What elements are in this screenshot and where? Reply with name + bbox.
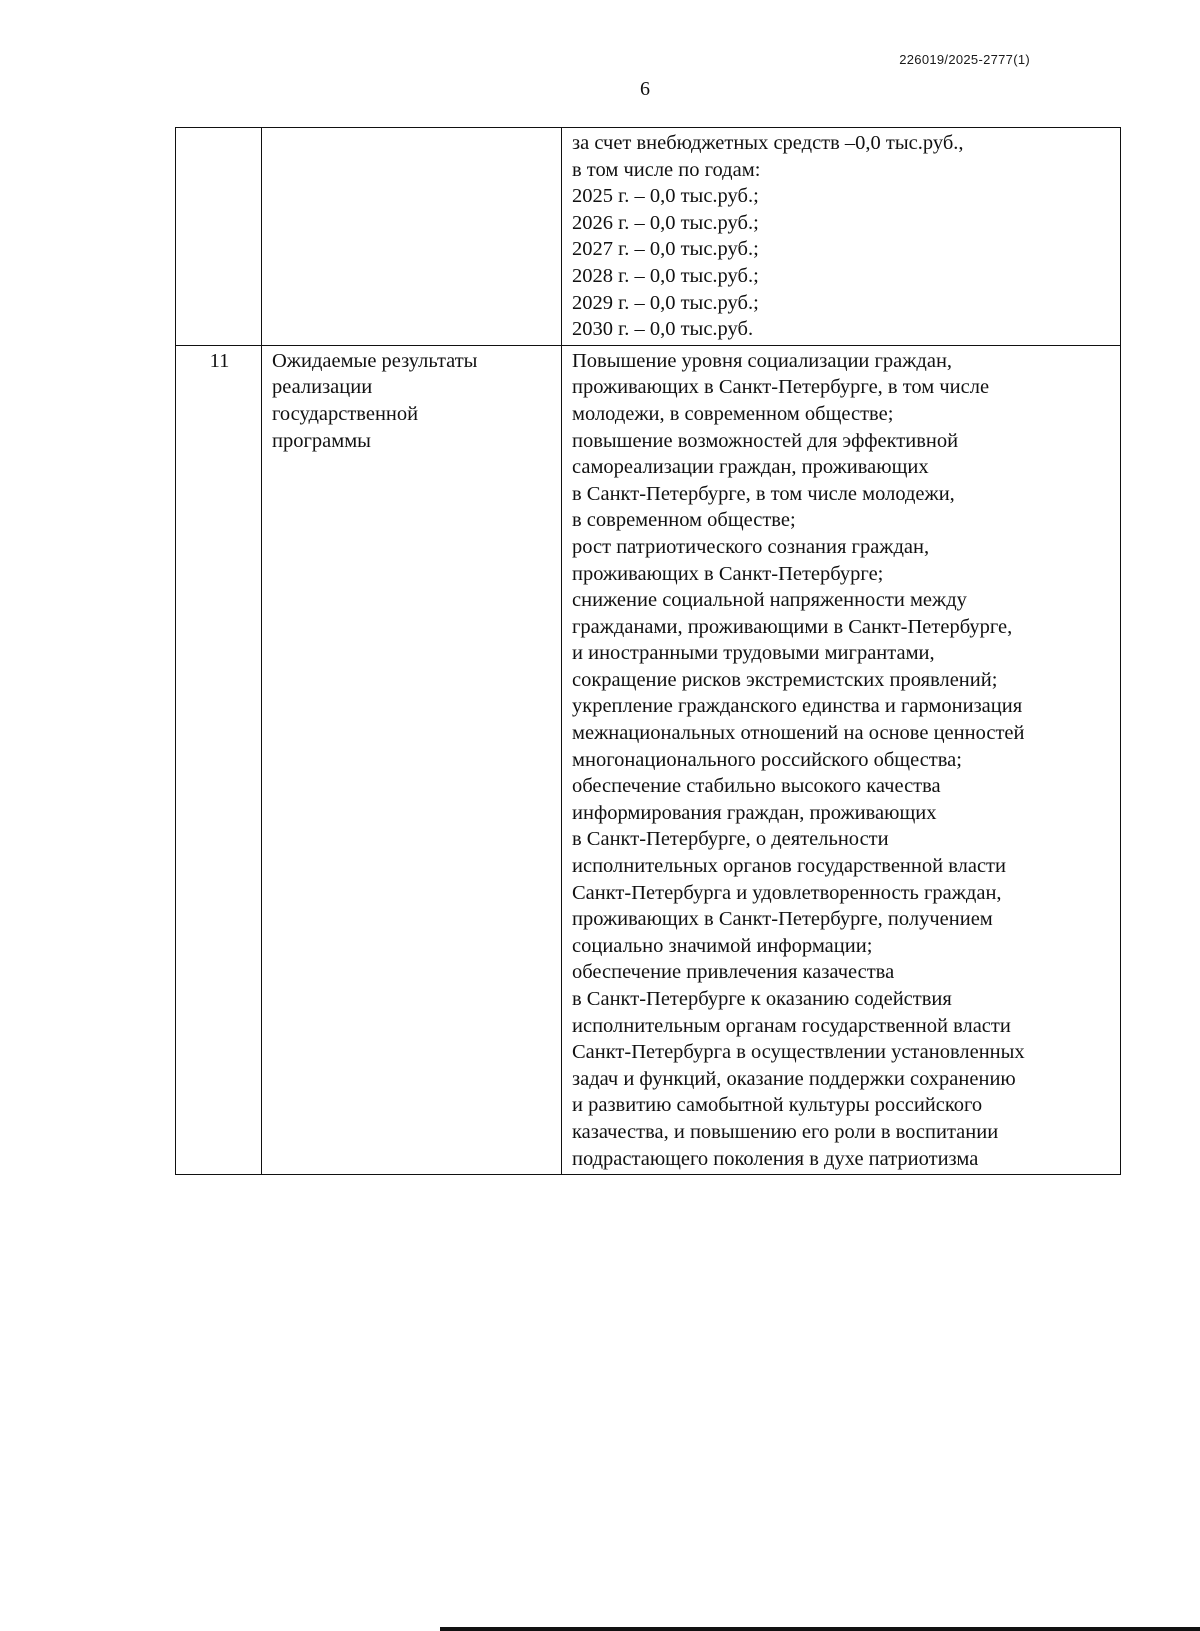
document-id: 226019/2025-2777(1) [899,52,1030,67]
row-name-line: государственной [272,402,419,425]
row-value-line: исполнительным органам государственной власти [572,1014,1011,1037]
page-number: 6 [640,78,650,100]
row-value-line: в Санкт-Петербурге к оказанию содействия [572,988,952,1010]
row-name-cell [262,128,562,346]
program-passport-table [175,127,1121,1175]
row-value-line: Санкт-Петербурга и удовлетворенность граждан, [572,881,1002,904]
row-value-line: подрастающего поколения в духе патриотизма [572,1147,979,1170]
row-name-line: реализации [272,376,373,399]
row-value-line: в Санкт-Петербурге, о деятельности [572,828,889,851]
row-name-cell [262,345,562,1174]
row-value-line: казачества, и повышению его роли в воспитании [572,1120,999,1143]
scan-edge-bar [440,1627,1200,1631]
row-value-line: в современном обществе; [572,509,796,532]
row-value-line: самореализации граждан, проживающих [572,456,929,479]
row-value-line: гражданами, проживающими в Санкт-Петербурге, [572,615,1013,638]
row-number-cell [176,345,262,1174]
row-value-line: 2025 г. – 0,0 тыс.руб.; [572,185,759,208]
row-number-cell [176,128,262,346]
row-value-line: и иностранными трудовыми мигрантами, [572,642,935,665]
row-value-line: обеспечение привлечения казачества [572,961,895,984]
row-value-cell [562,128,1121,346]
row-value-line: Санкт-Петербурга в осуществлении установленных [572,1041,1025,1064]
row-value-line: 2026 г. – 0,0 тыс.руб.; [572,211,759,234]
row-value-line: Повышение уровня социализации граждан, [572,349,953,372]
row-value-line: социально значимой информации; [572,934,873,957]
row-value-line: проживающих в Санкт-Петербурге, получением [572,908,993,931]
row-value-line: в Санкт-Петербурге, в том числе молодежи, [572,482,955,505]
row-value-line: 2028 г. – 0,0 тыс.руб.; [572,264,759,287]
table-row [176,128,1121,346]
row-value-line: повышение возможностей для эффективной [572,429,959,452]
row-value-line: исполнительных органов государственной власти [572,855,1006,878]
row-value-line: многонационального российского общества; [572,748,962,771]
row-value-line: снижение социальной напряженности между [572,589,967,612]
row-value-line: сокращение рисков экстремистских проявлений; [572,668,998,691]
row-value-line: в том числе по годам: [572,158,761,181]
row-value-line: молодежи, в современном обществе; [572,402,894,425]
table-body [176,128,1121,1175]
row-value-cell [562,345,1121,1174]
row-value-line: рост патриотического сознания граждан, [572,535,930,558]
row-value-line: обеспечение стабильно высокого качества [572,775,941,798]
table-row [176,345,1121,1174]
row-name-line: программы [272,429,371,452]
row-value-line: 2030 г. – 0,0 тыс.руб. [572,318,754,341]
row-value-line: межнациональных отношений на основе ценностей [572,722,1025,745]
row-value-line: укрепление гражданского единства и гармонизация [572,695,1023,718]
row-value-line: задач и функций, оказание поддержки сохранению [572,1067,1016,1090]
row-name-line: Ожидаемые результаты [272,349,478,372]
row-value-line: 2027 г. – 0,0 тыс.руб.; [572,238,759,261]
row-value-line: 2029 г. – 0,0 тыс.руб.; [572,291,759,314]
row-number: 11 [209,349,230,372]
row-value-line: проживающих в Санкт-Петербурге; [572,562,884,585]
row-value-line: за счет внебюджетных средств –0,0 тыс.руб., [572,132,964,154]
row-value-line: и развитию самобытной культуры российского [572,1094,983,1117]
row-value-line: информирования граждан, проживающих [572,801,937,824]
row-value-line: проживающих в Санкт-Петербурге, в том числе [572,376,990,399]
